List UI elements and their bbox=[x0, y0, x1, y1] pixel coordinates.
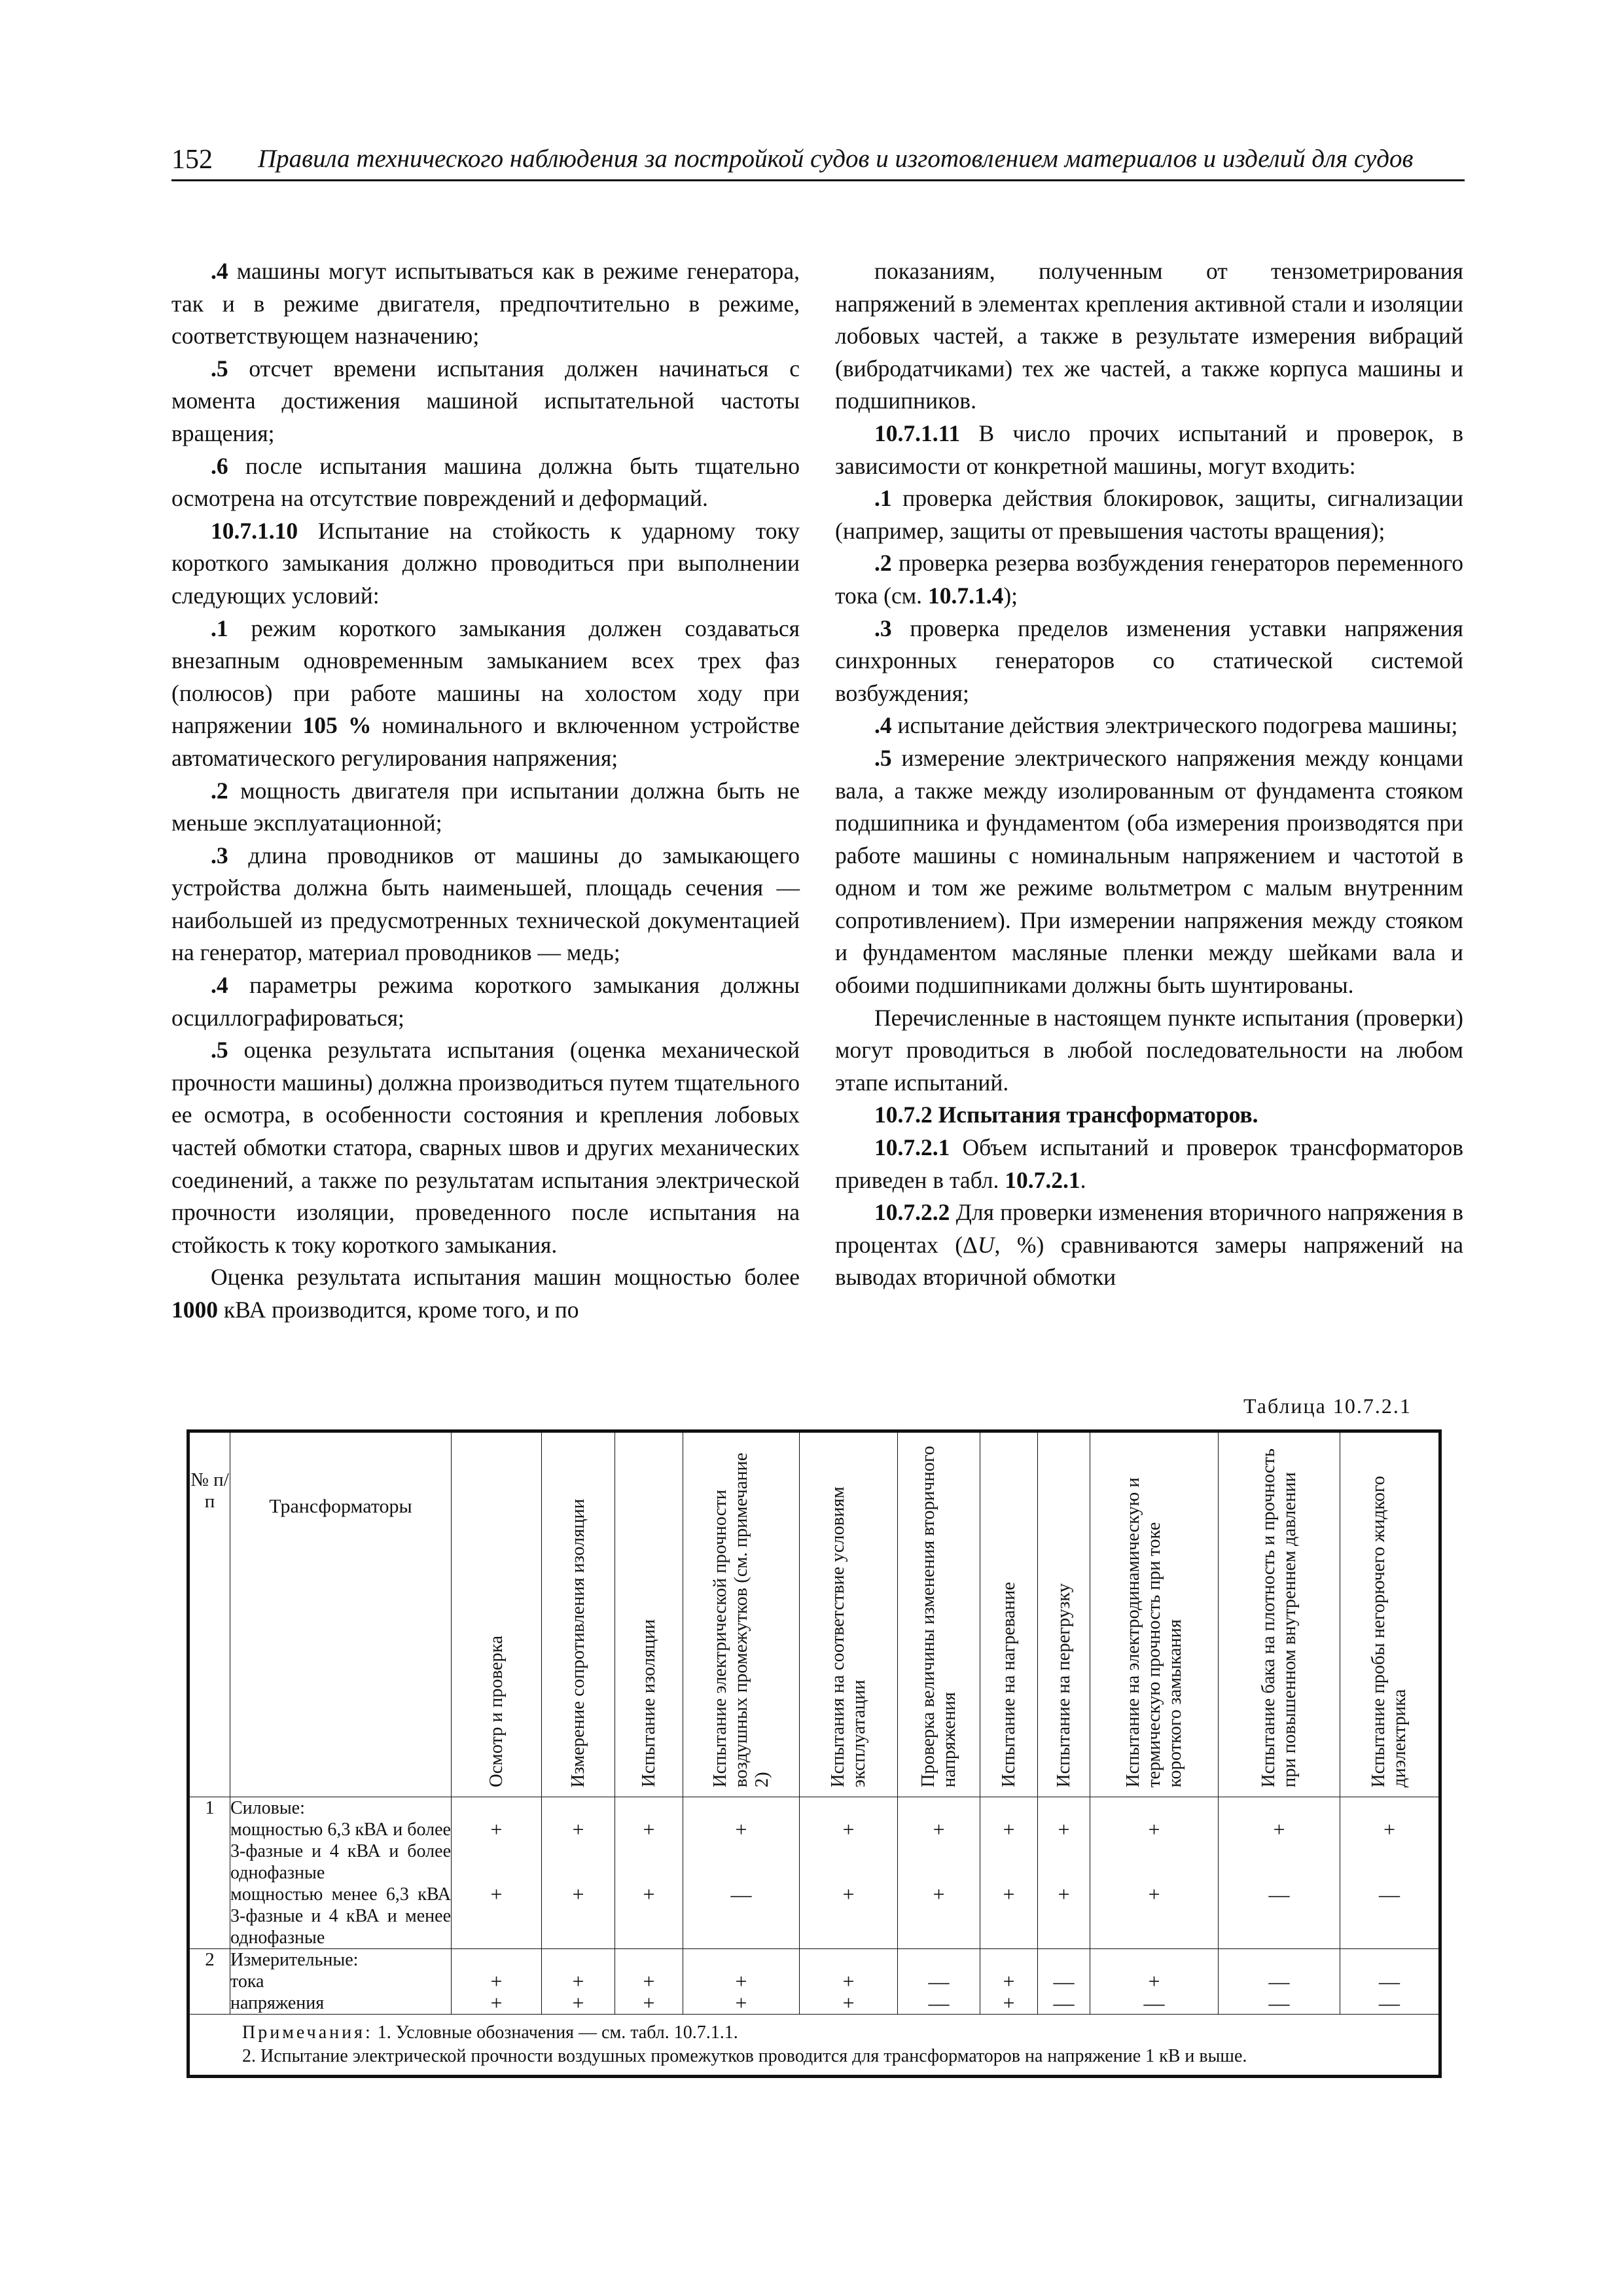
paragraph bbox=[171, 450, 800, 515]
test-mark: + bbox=[542, 1971, 615, 1992]
test-mark: + bbox=[542, 1992, 615, 2015]
text-run: В число прочих испытаний и проверок, в зависимости от конкретной машины, могут входить: bbox=[835, 420, 1463, 479]
test-mark: + bbox=[1038, 1884, 1090, 1949]
test-mark bbox=[452, 1949, 542, 1971]
row-number bbox=[188, 1884, 230, 1949]
test-mark bbox=[800, 1949, 898, 1971]
text-run: проверка действия блокировок, защиты, сигнализации (например, защиты от превышения частоты вращения); bbox=[835, 485, 1463, 544]
test-mark: + bbox=[1090, 1819, 1219, 1884]
text-run: .1 bbox=[211, 615, 228, 641]
transformer-tests-table bbox=[187, 1429, 1442, 2078]
test-mark: + bbox=[683, 1992, 800, 2015]
header-test-4 bbox=[683, 1431, 800, 1797]
text-run: 10.7.2.2 bbox=[874, 1199, 950, 1226]
test-mark bbox=[1090, 1797, 1219, 1820]
test-mark: + bbox=[615, 1992, 683, 2015]
text-run: Для проверки изменения вторичного напряжения в процентах (Δ bbox=[835, 1199, 1463, 1258]
paragraph bbox=[171, 353, 800, 450]
paragraph bbox=[835, 1099, 1463, 1132]
header-test-label: Испытание на электродинамическую и термическую прочность при токе короткого замыкания bbox=[1122, 1477, 1185, 1787]
paragraph bbox=[171, 255, 800, 353]
test-mark bbox=[452, 1797, 542, 1820]
text-run: кВА производится, кроме того, и по bbox=[218, 1297, 579, 1323]
text-run: проверка пределов изменения уставки напряжения синхронных генераторов со статической системой возбуждения; bbox=[835, 615, 1463, 706]
text-run: .3 bbox=[211, 842, 228, 869]
header-test-label: Испытание электрической прочности воздушных промежутков (см. примечание 2) bbox=[709, 1452, 772, 1787]
header-test-label: Испытание бака на плотность и прочность при повышенном внутреннем давлении bbox=[1258, 1448, 1300, 1787]
text-run: .4 bbox=[211, 258, 228, 284]
test-mark: + bbox=[683, 1819, 800, 1884]
header-test-1 bbox=[452, 1431, 542, 1797]
table-row bbox=[188, 1797, 1440, 1820]
note-1: 1. Условные обозначения — см. табл. 10.7.1.1. bbox=[377, 2022, 738, 2043]
paragraph bbox=[835, 1132, 1463, 1196]
text-run: .4 bbox=[211, 972, 228, 999]
test-mark: + bbox=[615, 1819, 683, 1884]
row-name: мощностью 6,3 кВА и более 3-фазные и 4 кВА и более однофазные bbox=[230, 1820, 451, 1883]
test-mark: + bbox=[898, 1819, 980, 1884]
paragraph bbox=[835, 742, 1463, 1002]
paragraph bbox=[171, 1034, 800, 1261]
text-run: , %) сравниваются замеры напряжений на выводах вторичной обмотки bbox=[835, 1231, 1463, 1291]
text-run: Оценка результата испытания машин мощностью более bbox=[211, 1264, 800, 1291]
table-row bbox=[188, 1884, 1440, 1949]
header-test-label: Испытание на нагревание bbox=[998, 1582, 1019, 1787]
text-run: .5 bbox=[211, 1037, 228, 1064]
test-mark: + bbox=[1090, 1971, 1219, 1992]
text-run: .2 bbox=[211, 777, 228, 804]
header-test-label: Испытание изоляции bbox=[638, 1619, 659, 1787]
test-mark bbox=[1038, 1949, 1090, 1971]
test-mark: + bbox=[980, 1992, 1038, 2015]
test-mark bbox=[542, 1797, 615, 1820]
row-number bbox=[188, 1992, 230, 2015]
header-test-10 bbox=[1219, 1431, 1340, 1797]
row-number bbox=[188, 1971, 230, 1992]
table-body bbox=[188, 1797, 1440, 2015]
row-name: тока bbox=[230, 1971, 452, 1992]
test-mark bbox=[1340, 1797, 1440, 1820]
header-rule bbox=[171, 179, 1465, 181]
test-mark: + bbox=[898, 1884, 980, 1949]
test-mark: — bbox=[1038, 1992, 1090, 2015]
paragraph bbox=[835, 709, 1463, 742]
paragraph bbox=[171, 1261, 800, 1326]
test-mark bbox=[615, 1797, 683, 1820]
text-run: Перечисленные в настоящем пункте испытания (проверки) могут проводиться в любой последовательности на любом этапе испытаний. bbox=[835, 1004, 1463, 1096]
test-mark: — bbox=[683, 1884, 800, 1949]
text-run: показаниям, полученным от тензометрирования напряжений в элементах крепления активной стали и изоляции лобовых частей, а также в результате измерения вибраций (вибродатчиками) тех же частей, а также корпуса машины и подшипников. bbox=[835, 258, 1463, 414]
text-run: .5 bbox=[211, 355, 228, 382]
text-run: .1 bbox=[874, 485, 892, 512]
test-mark: + bbox=[542, 1884, 615, 1949]
text-run: мощность двигателя при испытании должна быть не меньше эксплуатационной; bbox=[171, 777, 800, 836]
test-mark: + bbox=[980, 1884, 1038, 1949]
notes-label: Примечания: bbox=[242, 2022, 373, 2043]
paragraph bbox=[171, 775, 800, 840]
paragraph bbox=[171, 969, 800, 1034]
test-mark bbox=[542, 1949, 615, 1971]
test-mark bbox=[980, 1797, 1038, 1820]
header-test-7 bbox=[980, 1431, 1038, 1797]
right-text-column bbox=[835, 255, 1463, 1294]
test-mark: — bbox=[1038, 1971, 1090, 1992]
row-name: Измерительные: bbox=[230, 1949, 452, 1971]
header-test-label: Измерение сопротивления изоляции bbox=[567, 1498, 588, 1787]
table-header-row bbox=[188, 1431, 1440, 1797]
table-row bbox=[188, 1992, 1440, 2015]
test-mark bbox=[1038, 1797, 1090, 1820]
text-run: отсчет времени испытания должен начинаться с момента достижения машиной испытательной частоты вращения; bbox=[171, 355, 800, 446]
test-mark: — bbox=[1340, 1992, 1440, 2015]
table-notes bbox=[188, 2015, 1440, 2077]
header-test-11 bbox=[1340, 1431, 1440, 1797]
test-mark: + bbox=[683, 1971, 800, 1992]
text-run: 10.7.1.4 bbox=[927, 582, 1004, 609]
test-mark: + bbox=[452, 1884, 542, 1949]
table-caption-text: Таблица 10.7.2.1 bbox=[1243, 1394, 1412, 1418]
row-number bbox=[188, 1819, 230, 1884]
test-mark: + bbox=[452, 1819, 542, 1884]
test-mark: + bbox=[1090, 1884, 1219, 1949]
text-run: 10.7.2.1 bbox=[1005, 1166, 1080, 1193]
test-mark: — bbox=[1340, 1884, 1440, 1949]
paragraph bbox=[171, 515, 800, 613]
text-run: 10.7.2 Испытания трансформаторов. bbox=[874, 1102, 1258, 1128]
paragraph bbox=[171, 840, 800, 969]
header-num: № п/п bbox=[188, 1431, 230, 1797]
text-run: измерение электрического напряжения между концами вала, а также между изолированным от фундамента стояком подшипника и фундаментом (оба измерения производятся при работе машины с номинальным напряжением и частотой в одном и том же режиме вольтметром с малым внутренним сопротивлением). При измерении напряжения между стояком и фундаментом масляные пленки между шейками вала и обоими подшипниками должны быть шунтированы. bbox=[835, 744, 1463, 999]
text-run: .4 bbox=[874, 712, 892, 739]
text-run: .2 bbox=[874, 550, 892, 577]
test-mark: + bbox=[800, 1884, 898, 1949]
test-mark: — bbox=[898, 1992, 980, 2015]
test-mark: — bbox=[1340, 1971, 1440, 1992]
header-test-3 bbox=[615, 1431, 683, 1797]
test-mark bbox=[683, 1949, 800, 1971]
header-test-label: Испытание на перегрузку bbox=[1053, 1583, 1074, 1787]
test-mark bbox=[683, 1797, 800, 1820]
paragraph bbox=[835, 547, 1463, 612]
text-run: ); bbox=[1003, 582, 1018, 609]
text-run: режим короткого замыкания должен создаваться внезапным одновременным замыканием всех трех фаз (полюсов) при работе машины на холостом ходу при напряжении bbox=[171, 615, 800, 739]
table-notes-row bbox=[188, 2015, 1440, 2077]
text-run: 10.7.1.10 bbox=[211, 517, 298, 544]
test-mark bbox=[1340, 1949, 1440, 1971]
test-mark bbox=[898, 1797, 980, 1820]
text-run: 10.7.1.11 bbox=[874, 420, 961, 446]
test-mark: + bbox=[800, 1971, 898, 1992]
text-run: испытание действия электрического подогрева машины; bbox=[891, 712, 1458, 739]
test-mark: — bbox=[1219, 1992, 1340, 2015]
paragraph bbox=[835, 255, 1463, 418]
text-run: .5 bbox=[874, 744, 892, 771]
row-name: Силовые: bbox=[230, 1797, 452, 1820]
paragraph bbox=[171, 613, 800, 775]
header-test-label: Испытания на соответствие условиям эксплуатации bbox=[827, 1486, 869, 1787]
test-mark: — bbox=[898, 1971, 980, 1992]
paragraph bbox=[835, 1196, 1463, 1294]
text-run: U bbox=[977, 1231, 995, 1258]
test-mark: + bbox=[452, 1992, 542, 2015]
page-number: 152 bbox=[171, 145, 213, 175]
test-mark: + bbox=[980, 1971, 1038, 1992]
paragraph bbox=[835, 418, 1463, 482]
row-name: мощностью менее 6,3 кВА 3-фазные и 4 кВА и менее однофазные bbox=[230, 1884, 451, 1948]
test-mark: — bbox=[1090, 1992, 1219, 2015]
text-run: .6 bbox=[211, 452, 228, 479]
left-text-column bbox=[171, 255, 800, 1327]
text-run: длина проводников от машины до замыкающего устройства должна быть наименьшей, площадь сечения — наибольшей из предусмотренных технической документацией на генератор, материал проводников — медь; bbox=[171, 842, 800, 966]
test-mark: + bbox=[800, 1819, 898, 1884]
header-transformers: Трансформаторы bbox=[230, 1431, 452, 1797]
test-mark bbox=[800, 1797, 898, 1820]
test-mark: + bbox=[1038, 1819, 1090, 1884]
paragraph bbox=[835, 613, 1463, 710]
test-mark bbox=[1219, 1797, 1340, 1820]
test-mark bbox=[1219, 1949, 1340, 1971]
text-run: . bbox=[1080, 1166, 1086, 1193]
table-caption bbox=[1243, 1394, 1412, 1418]
text-run: оценка результата испытания (оценка механической прочности машины) должна производиться путем тщательного ее осмотра, в особенности состояния и крепления лобовых частей обмотки статора, сварных швов и других механических соединений, а также по результатам испытания электрической прочности изоляции, проведенного после испытания на стойкость к току короткого замыкания. bbox=[171, 1037, 800, 1258]
test-mark: + bbox=[800, 1992, 898, 2015]
test-mark: + bbox=[980, 1819, 1038, 1884]
header-test-label: Осмотр и проверка bbox=[486, 1636, 507, 1787]
text-run: после испытания машина должна быть тщательно осмотрена на отсутствие повреждений и деформаций. bbox=[171, 452, 800, 512]
row-number: 2 bbox=[188, 1949, 230, 1971]
text-run: параметры режима короткого замыкания должны осциллографироваться; bbox=[171, 972, 800, 1031]
text-run: Объем испытаний и проверок трансформаторов приведен в табл. bbox=[835, 1134, 1463, 1193]
text-run: 10.7.2.1 bbox=[874, 1134, 950, 1161]
table-row bbox=[188, 1971, 1440, 1992]
header-test-label: Проверка величины изменения вторичного напряжения bbox=[918, 1445, 959, 1787]
test-mark: — bbox=[1219, 1971, 1340, 1992]
paragraph bbox=[835, 482, 1463, 547]
test-mark bbox=[1090, 1949, 1219, 1971]
test-mark: + bbox=[1340, 1819, 1440, 1884]
text-run: машины могут испытываться как в режиме генератора, так и в режиме двигателя, предпочтительно в режиме, соответствующем назначению; bbox=[171, 258, 800, 350]
text-run: 1000 bbox=[171, 1297, 218, 1323]
header-test-5 bbox=[800, 1431, 898, 1797]
text-run: 105 % bbox=[302, 712, 372, 739]
text-run: Испытание на стойкость к ударному току короткого замыкания должно проводиться при выполнении следующих условий: bbox=[171, 517, 800, 609]
table-row bbox=[188, 1949, 1440, 1971]
text-run: проверка резерва возбуждения генераторов переменного тока (см. bbox=[835, 550, 1463, 609]
header-test-2 bbox=[542, 1431, 615, 1797]
test-mark: + bbox=[615, 1884, 683, 1949]
running-title: Правила технического наблюдения за постройкой судов и изготовлением материалов и изделий для судов bbox=[258, 145, 1414, 173]
test-mark bbox=[898, 1949, 980, 1971]
row-name: напряжения bbox=[230, 1992, 452, 2015]
test-mark bbox=[980, 1949, 1038, 1971]
header-test-6 bbox=[898, 1431, 980, 1797]
test-mark: — bbox=[1219, 1884, 1340, 1949]
text-run: .3 bbox=[874, 615, 892, 641]
test-mark: + bbox=[542, 1819, 615, 1884]
test-mark: + bbox=[1219, 1819, 1340, 1884]
row-number: 1 bbox=[188, 1797, 230, 1820]
header-test-9 bbox=[1090, 1431, 1219, 1797]
test-mark: + bbox=[615, 1971, 683, 1992]
note-2: 2. Испытание электрической прочности воздушных промежутков проводится для трансформаторов на напряжение 1 кВ и выше. bbox=[242, 2046, 1247, 2066]
test-mark bbox=[615, 1949, 683, 1971]
header-test-label: Испытание пробы негорючего жидкого диэлектрика bbox=[1368, 1475, 1410, 1787]
page-header bbox=[171, 139, 1465, 181]
paragraph bbox=[835, 1002, 1463, 1100]
header-test-8 bbox=[1038, 1431, 1090, 1797]
test-mark: + bbox=[452, 1971, 542, 1992]
text-run: номинального и включенном устройстве автоматического регулирования напряжения; bbox=[171, 712, 800, 771]
table-row bbox=[188, 1819, 1440, 1884]
